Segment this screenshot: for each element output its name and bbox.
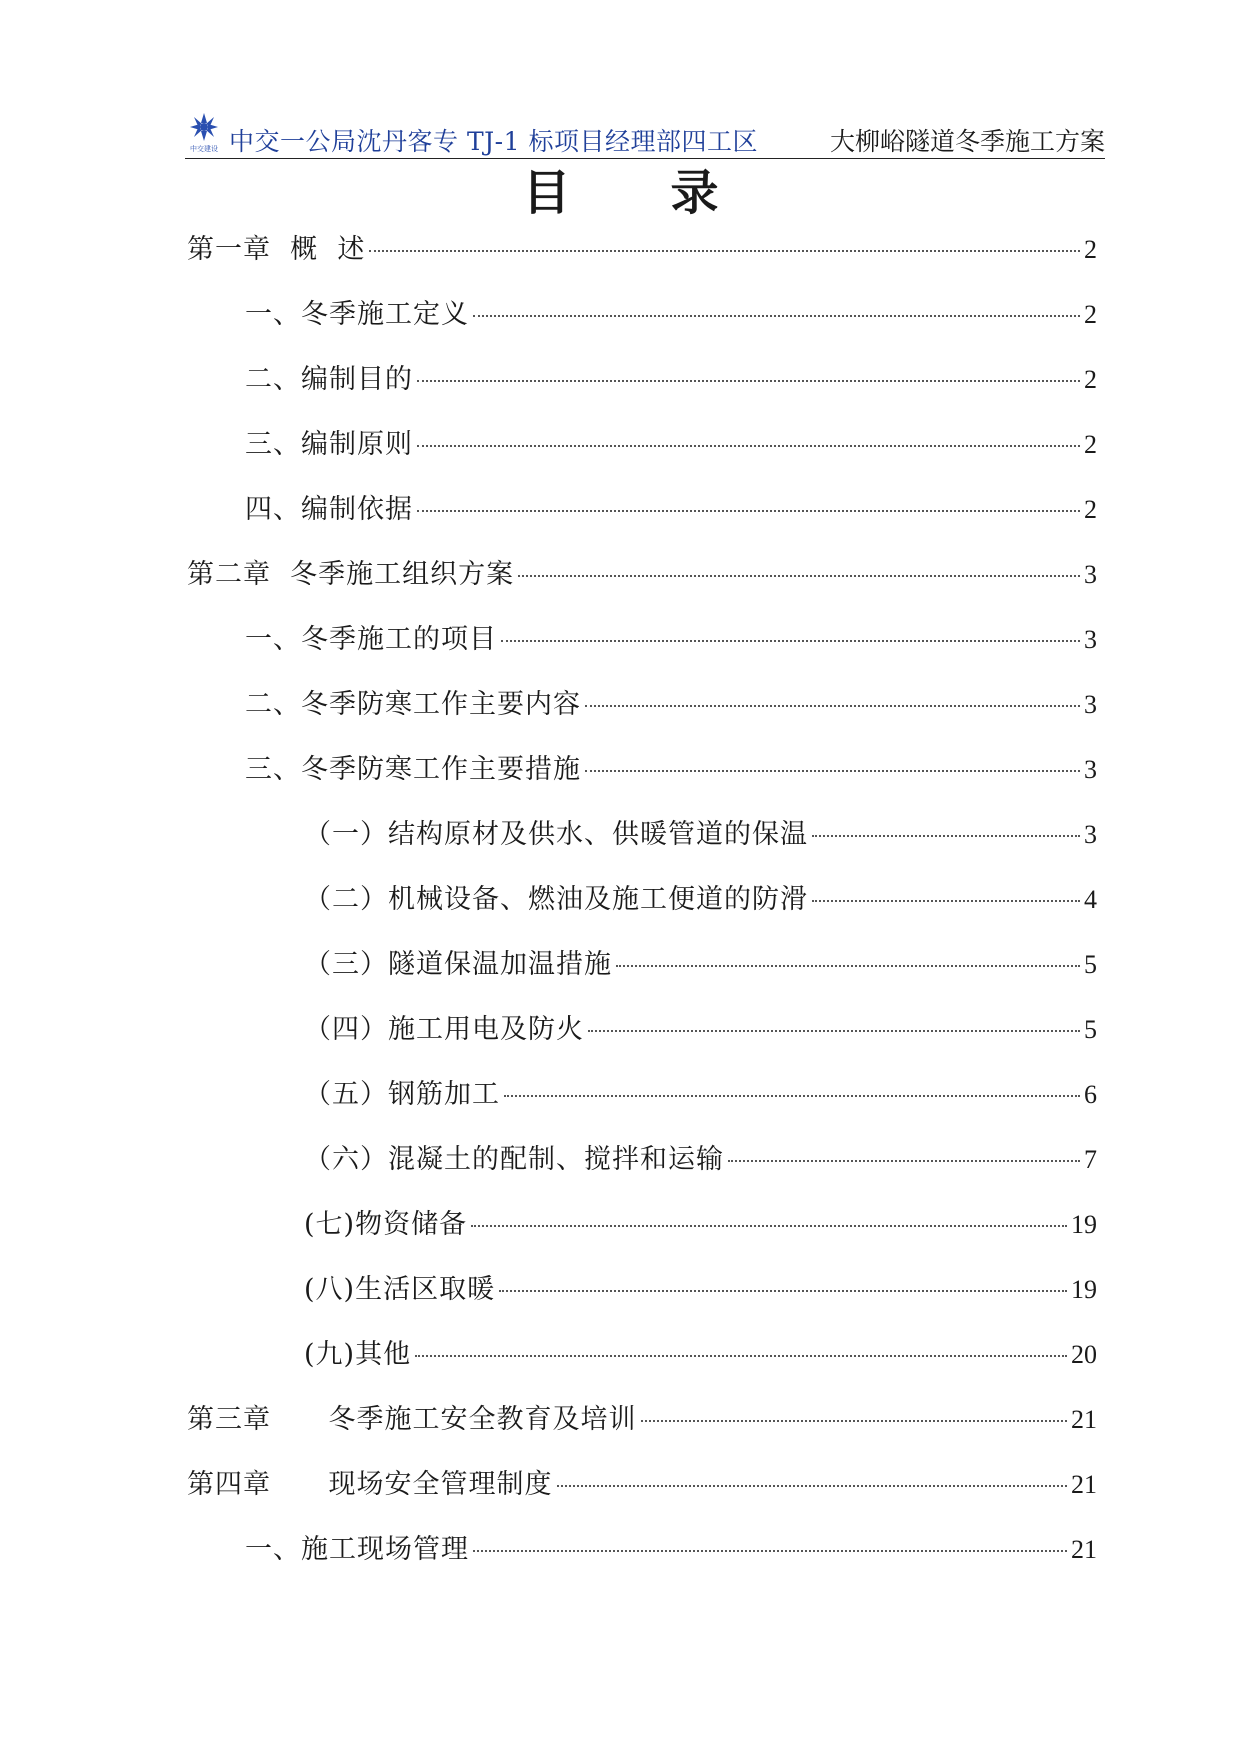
toc-dot-leader xyxy=(473,315,1080,317)
toc-dot-leader xyxy=(501,640,1080,642)
toc-entry-text: 三、冬季防寒工作主要措施 xyxy=(245,754,581,785)
toc-dot-leader xyxy=(369,250,1080,252)
toc-page-number: 5 xyxy=(1084,1015,1097,1044)
toc-entry-text: （一）结构原材及供水、供暖管道的保温 xyxy=(304,819,808,850)
toc-entry[interactable] xyxy=(187,1272,1097,1337)
toc-entry-text: 第四章 现场安全管理制度 xyxy=(187,1469,553,1500)
toc-entry[interactable] xyxy=(187,297,1097,362)
toc-page-number: 2 xyxy=(1084,365,1097,394)
toc-page-number: 3 xyxy=(1084,560,1097,589)
page-header xyxy=(185,112,1105,159)
toc-entry[interactable] xyxy=(187,622,1097,687)
toc-dot-leader xyxy=(473,1550,1067,1552)
toc-page-number: 3 xyxy=(1084,820,1097,849)
toc-entry-text: （四）施工用电及防火 xyxy=(304,1014,584,1045)
toc-page-number: 19 xyxy=(1071,1275,1097,1304)
toc-page-number: 4 xyxy=(1084,885,1097,914)
company-logo-icon xyxy=(185,112,223,154)
toc-entry-text: 第一章 概 述 xyxy=(187,234,366,265)
table-of-contents xyxy=(187,232,1097,1597)
toc-page-number: 20 xyxy=(1071,1340,1097,1369)
header-organization: 中交一公局沈丹客专 TJ-1 标项目经理部四工区 xyxy=(229,127,758,156)
toc-page-number: 21 xyxy=(1071,1535,1097,1564)
toc-dot-leader xyxy=(812,900,1080,902)
toc-entry-text: 三、编制原则 xyxy=(245,429,413,460)
toc-page-number: 2 xyxy=(1084,495,1097,524)
toc-entry[interactable] xyxy=(187,882,1097,947)
toc-title: 目录 xyxy=(522,165,819,221)
toc-entry-text: 第三章 冬季施工安全教育及培训 xyxy=(187,1404,637,1435)
toc-entry-text: 一、冬季施工定义 xyxy=(245,299,469,330)
toc-dot-leader xyxy=(641,1420,1068,1422)
toc-page-number: 2 xyxy=(1084,235,1097,264)
toc-entry-text: （三）隧道保温加温措施 xyxy=(304,949,612,980)
toc-dot-leader xyxy=(499,1290,1067,1292)
toc-entry-text: （二）机械设备、燃油及施工便道的防滑 xyxy=(304,884,808,915)
toc-page-number: 21 xyxy=(1071,1405,1097,1434)
toc-page-number: 7 xyxy=(1084,1145,1097,1174)
toc-dot-leader xyxy=(616,965,1080,967)
toc-entry[interactable] xyxy=(187,752,1097,817)
toc-page-number: 19 xyxy=(1071,1210,1097,1239)
toc-page-number: 2 xyxy=(1084,430,1097,459)
toc-dot-leader xyxy=(812,835,1080,837)
toc-entry[interactable] xyxy=(187,557,1097,622)
toc-entry-text: 第二章 冬季施工组织方案 xyxy=(187,559,515,590)
toc-page-number: 3 xyxy=(1084,690,1097,719)
toc-page-number: 3 xyxy=(1084,755,1097,784)
toc-entry[interactable] xyxy=(187,1337,1097,1402)
toc-dot-leader xyxy=(415,1355,1067,1357)
toc-entry-text: 二、冬季防寒工作主要内容 xyxy=(245,689,581,720)
toc-dot-leader xyxy=(417,445,1080,447)
toc-entry[interactable] xyxy=(187,1142,1097,1207)
toc-entry-text: (八)生活区取暖 xyxy=(304,1274,496,1305)
toc-dot-leader xyxy=(471,1225,1067,1227)
toc-dot-leader xyxy=(728,1160,1080,1162)
toc-entry[interactable] xyxy=(187,1532,1097,1597)
toc-dot-leader xyxy=(417,380,1080,382)
toc-entry[interactable] xyxy=(187,1402,1097,1467)
toc-entry-text: 四、编制依据 xyxy=(245,494,413,525)
toc-entry[interactable] xyxy=(187,1012,1097,1077)
toc-dot-leader xyxy=(585,705,1080,707)
toc-entry[interactable] xyxy=(187,232,1097,297)
toc-entry-text: 一、施工现场管理 xyxy=(245,1534,469,1565)
toc-entry-text: （五）钢筋加工 xyxy=(304,1079,500,1110)
toc-page-number: 3 xyxy=(1084,625,1097,654)
toc-entry[interactable] xyxy=(187,1077,1097,1142)
toc-entry[interactable] xyxy=(187,1467,1097,1532)
toc-entry[interactable] xyxy=(187,492,1097,557)
toc-entry[interactable] xyxy=(187,362,1097,427)
toc-page-number: 2 xyxy=(1084,300,1097,329)
toc-entry[interactable] xyxy=(187,817,1097,882)
toc-dot-leader xyxy=(417,510,1080,512)
toc-entry-text: 一、冬季施工的项目 xyxy=(245,624,497,655)
toc-entry-text: (七)物资储备 xyxy=(304,1209,468,1240)
toc-dot-leader xyxy=(588,1030,1080,1032)
toc-dot-leader xyxy=(504,1095,1080,1097)
toc-entry[interactable] xyxy=(187,1207,1097,1272)
toc-entry[interactable] xyxy=(187,687,1097,752)
toc-dot-leader xyxy=(557,1485,1068,1487)
toc-entry-text: （六）混凝土的配制、搅拌和运输 xyxy=(304,1144,724,1175)
toc-dot-leader xyxy=(585,770,1080,772)
toc-page-number: 6 xyxy=(1084,1080,1097,1109)
toc-page-number: 21 xyxy=(1071,1470,1097,1499)
toc-entry-text: (九)其他 xyxy=(304,1339,412,1370)
toc-entry[interactable] xyxy=(187,947,1097,1012)
toc-dot-leader xyxy=(518,575,1080,577)
logo-caption: 中交建设 xyxy=(190,145,218,153)
header-document-title: 大柳峪隧道冬季施工方案 xyxy=(829,127,1105,156)
toc-page-number: 5 xyxy=(1084,950,1097,979)
toc-entry[interactable] xyxy=(187,427,1097,492)
toc-entry-text: 二、编制目的 xyxy=(245,364,413,395)
